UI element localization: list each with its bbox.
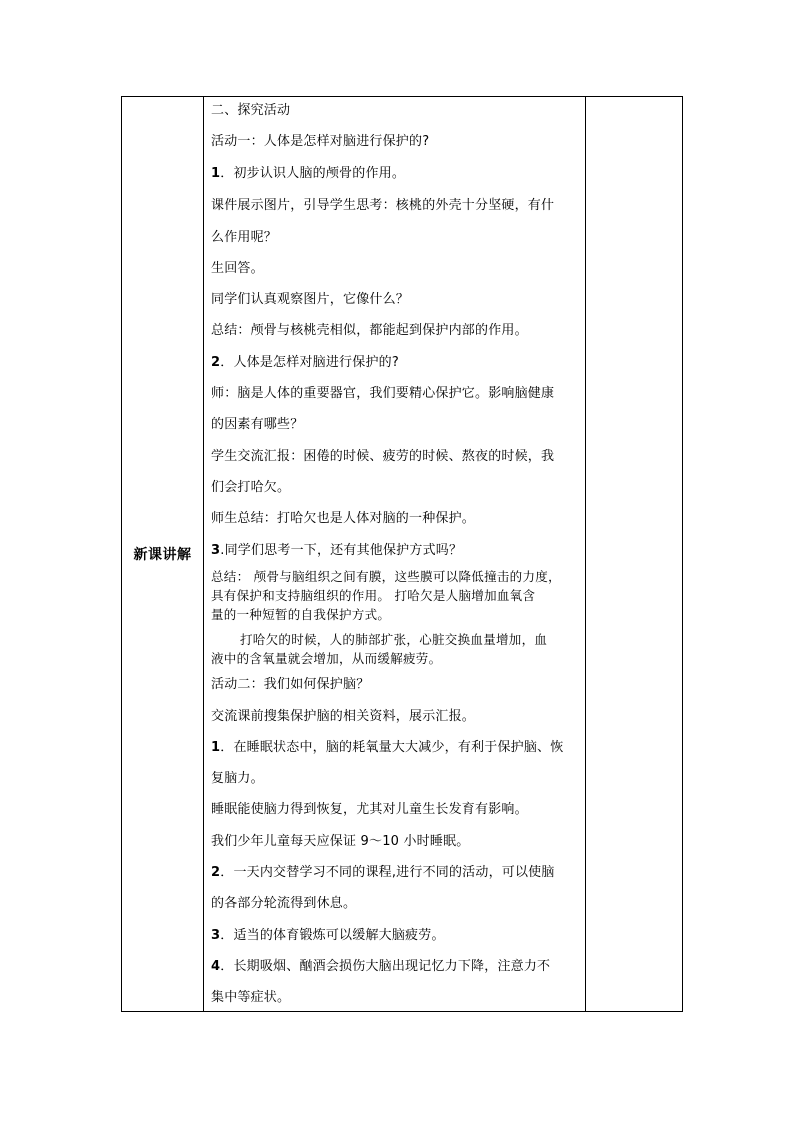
notes-cell (586, 97, 683, 1012)
content-line: 师：脑是人体的重要器官，我们要精心保护它。影响脑健康 (211, 386, 555, 401)
section-label: 新课讲解 (133, 547, 192, 563)
content-line: 的各部分轮流得到休息。 (211, 896, 357, 911)
content-line: 活动一：人体是怎样对脑进行保护的? (211, 134, 430, 149)
content-line: 课件展示图片，引导学生思考：核桃的外壳十分坚硬，有什 (211, 198, 555, 213)
content-line: 活动二：我们如何保护脑？ (211, 677, 370, 692)
content-line: 总结： 颅骨与脑组织之间有膜，这些膜可以降低撞击的力度， (211, 569, 561, 584)
content-line: 交流课前搜集保护脑的相关资料，展示汇报。 (211, 709, 476, 724)
content-line: 的因素有哪些？ (211, 417, 304, 432)
content-line: 4．长期吸烟、酗酒会损伤大脑出现记忆力下降，注意力不 (211, 959, 551, 974)
content-line: 复脑力。 (211, 771, 264, 786)
content-line: 学生交流汇报：困倦的时候、疲劳的时候、熬夜的时候，我 (211, 449, 555, 464)
content-line: 生回答。 (211, 261, 264, 276)
content-line: 同学们认真观察图片，它像什么？ (211, 292, 410, 307)
table-row (122, 97, 683, 1012)
lesson-plan-table (121, 96, 683, 1012)
content-line: 我们少年儿童每天应保证 9～10 小时睡眠。 (211, 834, 470, 849)
content-line: 总结：颅骨与核桃壳相似，都能起到保护内部的作用。 (211, 323, 528, 338)
content-line: 2．一天内交替学习不同的课程,进行不同的活动，可以使脑 (211, 865, 555, 880)
content-line: 2．人体是怎样对脑进行保护的? (211, 355, 399, 370)
content-line: 1．初步认识人脑的颅骨的作用。 (211, 166, 406, 181)
content-line: 么作用呢？ (211, 230, 278, 245)
content-line: 量的一种短暂的自我保护方式。 (211, 607, 391, 622)
content-line: 二、探究活动 (211, 103, 291, 118)
content-cell (204, 97, 586, 1012)
content-line: 师生总结：打哈欠也是人体对脑的一种保护。 (211, 511, 476, 526)
content-line: 们会打哈欠。 (211, 480, 291, 495)
content-line: 具有保护和支持脑组织的作用。 打哈欠是人脑增加血氧含 (211, 588, 536, 603)
content-line: 3.同学们思考一下，还有其他保护方式吗？ (211, 543, 463, 558)
content-line: 1．在睡眠状态中，脑的耗氧量大大减少，有利于保护脑、恢 (211, 740, 564, 755)
content-line: 3．适当的体育锻炼可以缓解大脑疲劳。 (211, 928, 445, 943)
content-line: 打哈欠的时候，人的肺部扩张，心脏交换血量增加，血 (240, 632, 548, 647)
content-line: 睡眠能使脑力得到恢复，尤其对儿童生长发育有影响。 (211, 802, 528, 817)
section-label-cell (122, 97, 204, 1012)
content-line: 集中等症状。 (211, 990, 291, 1005)
content-line: 液中的含氧量就会增加，从而缓解疲劳。 (211, 651, 442, 666)
